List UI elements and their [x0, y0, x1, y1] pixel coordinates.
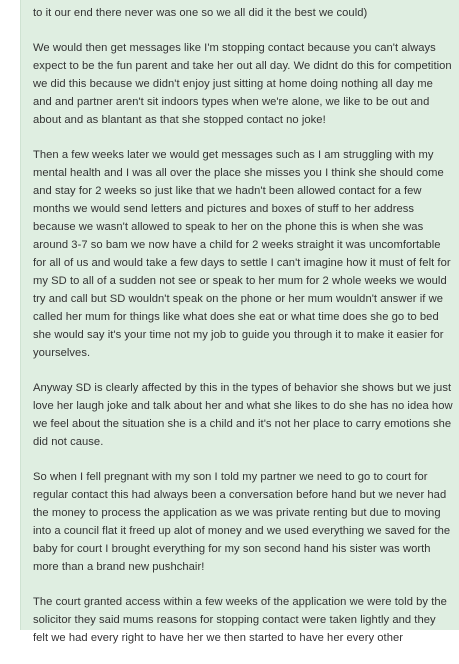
post-paragraph-3: Then a few weeks later we would get messages such as I am struggling with my mental health and I was all over the place she misses you I think she should come and stay for 2 weeks so just like that we hadn't been allowed contact for a few months we would send letters and pictures and boxes of stuff to her address because we wasn't allowed to speak to her on the phone this is when she was around 3-7 so bam we now have a child for 2 weeks straight it was uncomfortable for all of us and would take a few days to settle I can't imagine how it must of felt for my SD to all of a sudden not see or speak to her mum for 2 whole weeks we would try and call but SD wouldn't speak on the phone or her mum wouldn't answer if we called her mum for things like what does she eat or what time does she go to bed she would say it's your time not my job to guide you through it to make it easier for yourselves.: [33, 149, 451, 359]
post-paragraph-1: to it our end there never was one so we all did it the best we could): [33, 7, 368, 19]
post-paragraph-6: The court granted access within a few weeks of the application we were told by the solicitor they said mums reasons for stopping contact were taken lightly and they felt we had every right to have her we then started to have her every other: [33, 596, 447, 644]
post-paragraph-2: We would then get messages like I'm stopping contact because you can't always expect to be the fun parent and take her out all day. We didnt do this for competition we did this because we didn't enjoy just sitting at home doing nothing all day me and and partner aren't sit indoors types when we're alone, we like to be out and about and as blantant as that she stopped contact no joke!: [33, 42, 452, 126]
post-paragraph-4: Anyway SD is clearly affected by this in the types of behavior she shows but we just love her laugh joke and talk about her and what she likes to do she has no idea how we feel about the situation she is a child and it's not her place to carry emotions she did not cause.: [33, 382, 453, 448]
post-paragraph-5: So when I fell pregnant with my son I told my partner we need to go to court for regular contact this had always been a conversation before hand but we never had the money to process the application as we was private renting but due to moving into a council flat it freed up alot of money and we used everything we saved for the baby for court I brought everything for my son second hand his sister was worth more than a brand new pushchair!: [33, 471, 451, 573]
post-body: [33, 4, 453, 664]
